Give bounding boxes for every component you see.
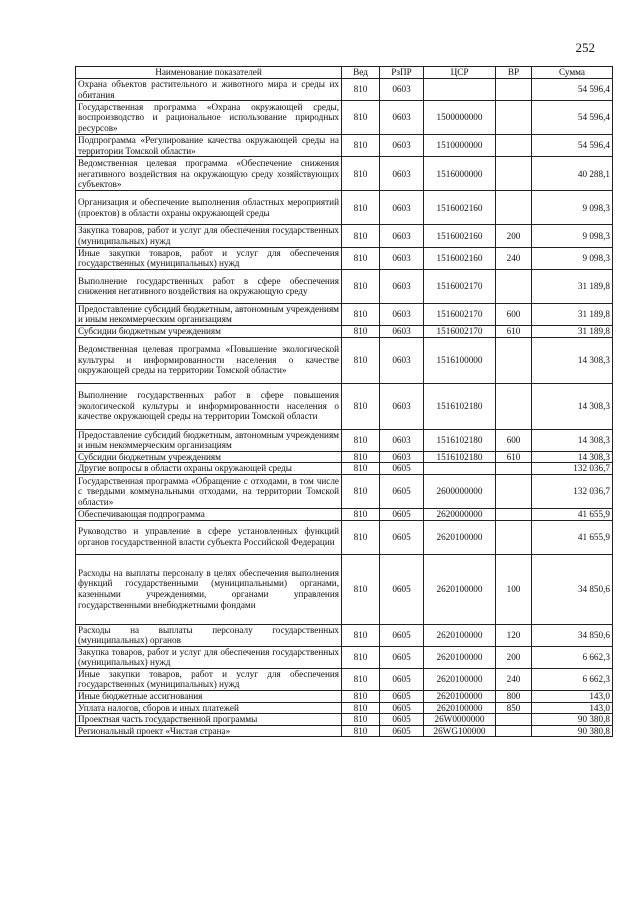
cell-vr: 610	[496, 325, 532, 337]
cell-name: Расходы на выплаты персоналу государственных (муниципальных) органов	[76, 624, 342, 646]
cell-name: Закупка товаров, работ и услуг для обеспечения государственных (муниципальных) нужд	[76, 225, 342, 247]
table-row	[76, 691, 613, 703]
cell-rzpr: 0603	[380, 429, 424, 451]
table-row	[76, 429, 613, 451]
cell-sum: 143,0	[532, 691, 613, 703]
cell-sum: 6 662,3	[532, 668, 613, 690]
table-row	[76, 269, 613, 303]
cell-ved: 810	[342, 451, 380, 463]
cell-name: Проектная часть государственной программы	[76, 714, 342, 726]
table-row	[76, 624, 613, 646]
cell-rzpr: 0605	[380, 714, 424, 726]
cell-rzpr: 0605	[380, 691, 424, 703]
table-row	[76, 135, 613, 157]
cell-rzpr: 0603	[380, 135, 424, 157]
cell-ved: 810	[342, 725, 380, 737]
cell-vr	[496, 79, 532, 101]
cell-rzpr: 0603	[380, 191, 424, 225]
table-row	[76, 702, 613, 714]
table-row	[76, 646, 613, 668]
table-body	[76, 79, 613, 737]
cell-csr: 26W0000000	[424, 714, 496, 726]
cell-ved: 810	[342, 508, 380, 520]
cell-csr: 1516000000	[424, 157, 496, 191]
table-row	[76, 191, 613, 225]
cell-csr: 1516102180	[424, 383, 496, 429]
column-header-csr: ЦСР	[424, 67, 496, 79]
table-row	[76, 520, 613, 554]
cell-rzpr: 0605	[380, 725, 424, 737]
cell-name: Предоставление субсидий бюджетным, автономным учреждениям и иным некоммерческим организациям	[76, 429, 342, 451]
cell-sum: 54 596,4	[532, 79, 613, 101]
cell-sum: 31 189,8	[532, 303, 613, 325]
cell-csr: 1516002160	[424, 225, 496, 247]
cell-sum: 90 380,8	[532, 725, 613, 737]
cell-vr	[496, 508, 532, 520]
cell-rzpr: 0603	[380, 225, 424, 247]
cell-ved: 810	[342, 474, 380, 508]
cell-vr	[496, 520, 532, 554]
cell-name: Предоставление субсидий бюджетным, автономным учреждениям и иным некоммерческим организациям	[76, 303, 342, 325]
cell-csr: 1510000000	[424, 135, 496, 157]
cell-vr: 240	[496, 668, 532, 690]
cell-name: Организация и обеспечение выполнения областных мероприятий (проектов) в области охраны окружающей среды	[76, 191, 342, 225]
cell-vr: 240	[496, 247, 532, 269]
page-number: 252	[575, 40, 595, 55]
cell-rzpr: 0605	[380, 624, 424, 646]
column-header-vr: ВР	[496, 67, 532, 79]
cell-rzpr: 0605	[380, 463, 424, 475]
cell-csr: 2620100000	[424, 520, 496, 554]
cell-name: Охрана объектов растительного и животного мира и среды их обитания	[76, 79, 342, 101]
cell-ved: 810	[342, 429, 380, 451]
cell-ved: 810	[342, 520, 380, 554]
cell-vr	[496, 157, 532, 191]
table-row	[76, 325, 613, 337]
cell-ved: 810	[342, 554, 380, 624]
cell-csr: 2620100000	[424, 702, 496, 714]
cell-vr	[496, 474, 532, 508]
column-header-rzpr: РзПР	[380, 67, 424, 79]
column-header-sum: Сумма	[532, 67, 613, 79]
table-row	[76, 79, 613, 101]
cell-sum: 14 308,3	[532, 429, 613, 451]
cell-csr: 2620100000	[424, 554, 496, 624]
table-row	[76, 303, 613, 325]
cell-sum: 40 288,1	[532, 157, 613, 191]
cell-vr: 100	[496, 554, 532, 624]
cell-rzpr: 0603	[380, 269, 424, 303]
cell-csr: 2620000000	[424, 508, 496, 520]
cell-ved: 810	[342, 325, 380, 337]
cell-name: Обеспечивающая подпрограмма	[76, 508, 342, 520]
cell-vr: 800	[496, 691, 532, 703]
table-row	[76, 101, 613, 135]
table-row	[76, 225, 613, 247]
cell-rzpr: 0605	[380, 646, 424, 668]
cell-rzpr: 0603	[380, 383, 424, 429]
cell-vr	[496, 191, 532, 225]
cell-rzpr: 0603	[380, 337, 424, 383]
table-row	[76, 383, 613, 429]
cell-rzpr: 0603	[380, 303, 424, 325]
table-row	[76, 508, 613, 520]
cell-vr: 200	[496, 225, 532, 247]
cell-vr: 600	[496, 303, 532, 325]
cell-vr	[496, 725, 532, 737]
cell-ved: 810	[342, 624, 380, 646]
cell-vr: 850	[496, 702, 532, 714]
cell-vr	[496, 714, 532, 726]
cell-sum: 6 662,3	[532, 646, 613, 668]
cell-csr: 2620100000	[424, 668, 496, 690]
cell-ved: 810	[342, 646, 380, 668]
cell-rzpr: 0603	[380, 451, 424, 463]
cell-rzpr: 0605	[380, 474, 424, 508]
cell-name: Руководство и управление в сфере установленных функций органов государственной власти субъекта Российской Федерации	[76, 520, 342, 554]
cell-csr: 2620100000	[424, 624, 496, 646]
cell-csr: 1516102180	[424, 429, 496, 451]
cell-sum: 54 596,4	[532, 135, 613, 157]
column-header-ved: Вед	[342, 67, 380, 79]
cell-csr: 1516002160	[424, 191, 496, 225]
cell-rzpr: 0603	[380, 325, 424, 337]
cell-sum: 9 098,3	[532, 191, 613, 225]
table-row	[76, 451, 613, 463]
cell-ved: 810	[342, 191, 380, 225]
cell-ved: 810	[342, 383, 380, 429]
cell-vr	[496, 135, 532, 157]
cell-sum: 9 098,3	[532, 247, 613, 269]
cell-csr: 1516002170	[424, 269, 496, 303]
cell-csr: 1516002170	[424, 303, 496, 325]
cell-rzpr: 0605	[380, 508, 424, 520]
cell-name: Государственная программа «Охрана окружающей среды, воспроизводство и рациональное использование природных ресурсов»	[76, 101, 342, 135]
cell-rzpr: 0605	[380, 554, 424, 624]
cell-sum: 34 850,6	[532, 554, 613, 624]
cell-csr	[424, 79, 496, 101]
cell-csr: 1516102180	[424, 451, 496, 463]
cell-name: Региональный проект «Чистая страна»	[76, 725, 342, 737]
cell-sum: 143,0	[532, 702, 613, 714]
cell-name: Расходы на выплаты персоналу в целях обеспечения выполнения функций государственными (муниципальными) органами, казенными учреждениями, органами управления государственными внебюджетными фондами	[76, 554, 342, 624]
cell-name: Субсидии бюджетным учреждениям	[76, 325, 342, 337]
cell-vr	[496, 101, 532, 135]
table-row	[76, 463, 613, 475]
cell-ved: 810	[342, 225, 380, 247]
cell-ved: 810	[342, 101, 380, 135]
cell-rzpr: 0603	[380, 157, 424, 191]
cell-rzpr: 0603	[380, 79, 424, 101]
cell-vr: 120	[496, 624, 532, 646]
cell-name: Иные закупки товаров, работ и услуг для обеспечения государственных (муниципальных) нужд	[76, 247, 342, 269]
cell-name: Закупка товаров, работ и услуг для обеспечения государственных (муниципальных) нужд	[76, 646, 342, 668]
cell-sum: 31 189,8	[532, 269, 613, 303]
cell-vr: 600	[496, 429, 532, 451]
cell-sum: 41 655,9	[532, 520, 613, 554]
cell-csr: 26WG100000	[424, 725, 496, 737]
cell-name: Иные закупки товаров, работ и услуг для обеспечения государственных (муниципальных) нужд	[76, 668, 342, 690]
cell-vr	[496, 337, 532, 383]
cell-name: Ведомственная целевая программа «Обеспечение снижения негативного воздействия на окружающую среду хозяйствующих субъектов»	[76, 157, 342, 191]
cell-name: Иные бюджетные ассигнования	[76, 691, 342, 703]
cell-rzpr: 0603	[380, 247, 424, 269]
cell-sum: 132 036,7	[532, 474, 613, 508]
cell-name: Субсидии бюджетным учреждениям	[76, 451, 342, 463]
cell-sum: 41 655,9	[532, 508, 613, 520]
cell-rzpr: 0605	[380, 520, 424, 554]
table-row	[76, 157, 613, 191]
cell-ved: 810	[342, 157, 380, 191]
table-row	[76, 337, 613, 383]
table-header-row	[76, 67, 613, 79]
table-row	[76, 714, 613, 726]
cell-ved: 810	[342, 303, 380, 325]
column-header-name: Наименование показателей	[76, 67, 342, 79]
cell-name: Ведомственная целевая программа «Повышение экологической культуры и информированности населения о качестве окружающей среды на территории Томской области»	[76, 337, 342, 383]
cell-sum: 14 308,3	[532, 337, 613, 383]
cell-vr	[496, 463, 532, 475]
cell-name: Уплата налогов, сборов и иных платежей	[76, 702, 342, 714]
cell-vr	[496, 269, 532, 303]
cell-sum: 34 850,6	[532, 624, 613, 646]
cell-sum: 90 380,8	[532, 714, 613, 726]
cell-vr: 610	[496, 451, 532, 463]
cell-sum: 14 308,3	[532, 451, 613, 463]
table-row	[76, 668, 613, 690]
cell-csr: 1516100000	[424, 337, 496, 383]
table-row	[76, 725, 613, 737]
cell-csr: 2600000000	[424, 474, 496, 508]
cell-name: Выполнение государственных работ в сфере обеспечения снижения негативного воздействия на окружающую среду	[76, 269, 342, 303]
cell-ved: 810	[342, 247, 380, 269]
cell-csr: 2620100000	[424, 691, 496, 703]
cell-vr: 200	[496, 646, 532, 668]
cell-name: Государственная программа «Обращение с отходами, в том числе с твердыми коммунальными отходами, на территории Томской области»	[76, 474, 342, 508]
cell-rzpr: 0603	[380, 101, 424, 135]
cell-csr: 1516002170	[424, 325, 496, 337]
cell-ved: 810	[342, 463, 380, 475]
cell-name: Другие вопросы в области охраны окружающей среды	[76, 463, 342, 475]
cell-sum: 14 308,3	[532, 383, 613, 429]
cell-ved: 810	[342, 79, 380, 101]
cell-ved: 810	[342, 702, 380, 714]
table-row	[76, 247, 613, 269]
cell-ved: 810	[342, 269, 380, 303]
cell-vr	[496, 383, 532, 429]
cell-csr	[424, 463, 496, 475]
cell-sum: 31 189,8	[532, 325, 613, 337]
cell-sum: 9 098,3	[532, 225, 613, 247]
cell-ved: 810	[342, 337, 380, 383]
cell-ved: 810	[342, 668, 380, 690]
cell-ved: 810	[342, 691, 380, 703]
cell-ved: 810	[342, 135, 380, 157]
cell-name: Подпрограмма «Регулирование качества окружающей среды на территории Томской области»	[76, 135, 342, 157]
cell-ved: 810	[342, 714, 380, 726]
cell-sum: 54 596,4	[532, 101, 613, 135]
budget-table	[75, 66, 613, 737]
table-row	[76, 554, 613, 624]
table-row	[76, 474, 613, 508]
cell-csr: 1516002160	[424, 247, 496, 269]
cell-rzpr: 0605	[380, 668, 424, 690]
cell-sum: 132 036,7	[532, 463, 613, 475]
cell-rzpr: 0605	[380, 702, 424, 714]
cell-csr: 1500000000	[424, 101, 496, 135]
cell-csr: 2620100000	[424, 646, 496, 668]
cell-name: Выполнение государственных работ в сфере повышения экологической культуры и информированности населения о качестве окружающей среды на территории Томской области	[76, 383, 342, 429]
